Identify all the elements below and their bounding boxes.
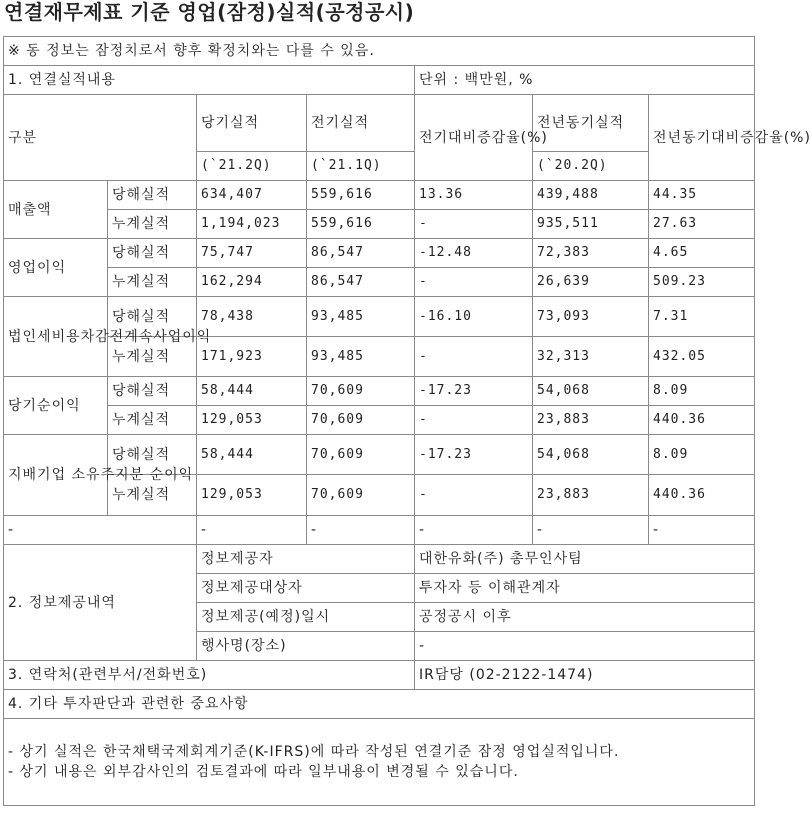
- cell-qoq: -17.23: [415, 377, 533, 406]
- row-item-label: 법인세비용차감전계속사업이익: [4, 297, 108, 377]
- cell-qoq: -: [415, 406, 533, 435]
- section2-title: 2. 정보제공내역: [4, 545, 197, 661]
- cell-prior: 93,485: [307, 337, 415, 377]
- cell-yoy: 44.35: [649, 181, 755, 210]
- header-yoy-base: 전년동기실적: [533, 95, 649, 152]
- cell-yoy: 432.05: [649, 337, 755, 377]
- row-sub-label: 누계실적: [108, 210, 197, 239]
- blank-cell: -: [533, 516, 649, 545]
- cell-current: 171,923: [197, 337, 307, 377]
- row-sub-label: 누계실적: [108, 268, 197, 297]
- cell-yoy: 509.23: [649, 268, 755, 297]
- row-sub-label: 누계실적: [108, 475, 197, 516]
- cell-yoy-base: 73,093: [533, 297, 649, 337]
- table-row: [4, 516, 755, 545]
- section1-title: 1. 연결실적내용: [4, 66, 415, 95]
- info-label: 행사명(장소): [197, 632, 415, 661]
- row-item-label: 매출액: [4, 181, 108, 239]
- row-sub-label: 누계실적: [108, 337, 197, 377]
- blank-cell: -: [4, 516, 197, 545]
- cell-current: 129,053: [197, 475, 307, 516]
- table-row: [4, 377, 755, 406]
- cell-yoy: 4.65: [649, 239, 755, 268]
- cell-qoq: -12.48: [415, 239, 533, 268]
- cell-prior: 559,616: [307, 181, 415, 210]
- cell-yoy-base: 23,883: [533, 475, 649, 516]
- cell-prior: 70,609: [307, 406, 415, 435]
- cell-qoq: 13.36: [415, 181, 533, 210]
- info-label: 정보제공자: [197, 545, 415, 574]
- header-prior-period: (`21.1Q): [307, 152, 415, 181]
- cell-yoy-base: 26,639: [533, 268, 649, 297]
- cell-qoq: -17.23: [415, 435, 533, 475]
- cell-yoy-base: 23,883: [533, 406, 649, 435]
- header-prior: 전기실적: [307, 95, 415, 152]
- row-sub-label: 당해실적: [108, 239, 197, 268]
- header-category: 구분: [4, 95, 197, 181]
- cell-qoq: -: [415, 475, 533, 516]
- info-value: -: [415, 632, 755, 661]
- info-label: 정보제공대상자: [197, 574, 415, 603]
- cell-prior: 559,616: [307, 210, 415, 239]
- cell-yoy-base: 439,488: [533, 181, 649, 210]
- cell-yoy: 8.09: [649, 435, 755, 475]
- note-line: - 상기 실적은 한국채택국제회계기준(K-IFRS)에 따라 작성된 연결기준 잠정 영업실적입니다.: [8, 744, 620, 760]
- cell-yoy: 7.31: [649, 297, 755, 337]
- cell-yoy: 440.36: [649, 406, 755, 435]
- info-label: 정보제공(예정)일시: [197, 603, 415, 632]
- cell-current: 1,194,023: [197, 210, 307, 239]
- header-qoq: 전기대비증감율(%): [415, 95, 533, 181]
- cell-yoy: 440.36: [649, 475, 755, 516]
- cell-yoy-base: 54,068: [533, 435, 649, 475]
- cell-current: 129,053: [197, 406, 307, 435]
- section3-title: 3. 연락처(관련부서/전화번호): [4, 661, 415, 690]
- cell-current: 78,438: [197, 297, 307, 337]
- cell-prior: 70,609: [307, 377, 415, 406]
- table-row: [4, 239, 755, 268]
- row-item-label: 지배기업 소유주지분 순이익: [4, 435, 108, 516]
- contact-value: IR담당 (02-2122-1474): [415, 661, 755, 690]
- blank-cell: -: [649, 516, 755, 545]
- cell-yoy: 8.09: [649, 377, 755, 406]
- cell-prior: 86,547: [307, 239, 415, 268]
- info-value: 공정공시 이후: [415, 603, 755, 632]
- cell-yoy: 27.63: [649, 210, 755, 239]
- cell-current: 58,444: [197, 377, 307, 406]
- cell-current: 162,294: [197, 268, 307, 297]
- header-yoy-base-period: (`20.2Q): [533, 152, 649, 181]
- page-title: 연결재무제표 기준 영업(잠정)실적(공정공시): [4, 0, 415, 24]
- table-row: [4, 210, 755, 239]
- table-row: [4, 268, 755, 297]
- cell-qoq: -: [415, 210, 533, 239]
- cell-yoy-base: 72,383: [533, 239, 649, 268]
- cell-qoq: -16.10: [415, 297, 533, 337]
- header-yoy: 전년동기대비증감율(%): [649, 95, 755, 181]
- cell-yoy-base: 32,313: [533, 337, 649, 377]
- blank-cell: -: [307, 516, 415, 545]
- row-item-label: 당기순이익: [4, 377, 108, 435]
- info-value: 대한유화(주) 총무인사팀: [415, 545, 755, 574]
- info-value: 투자자 등 이해관계자: [415, 574, 755, 603]
- earnings-report-table: [3, 36, 811, 806]
- row-sub-label: 누계실적: [108, 406, 197, 435]
- table-row: [4, 435, 755, 475]
- table-row: [4, 297, 755, 337]
- blank-cell: -: [197, 516, 307, 545]
- cell-yoy-base: 54,068: [533, 377, 649, 406]
- blank-cell: -: [415, 516, 533, 545]
- cell-current: 634,407: [197, 181, 307, 210]
- cell-yoy-base: 935,511: [533, 210, 649, 239]
- cell-qoq: -: [415, 268, 533, 297]
- row-sub-label: 당해실적: [108, 435, 197, 475]
- header-current-period: (`21.2Q): [197, 152, 307, 181]
- note-line: - 상기 내용은 외부감사인의 검토결과에 따라 일부내용이 변경될 수 있습니다.: [8, 764, 519, 780]
- cell-qoq: -: [415, 337, 533, 377]
- row-item-label: 영업이익: [4, 239, 108, 297]
- table-row: [4, 406, 755, 435]
- row-sub-label: 당해실적: [108, 181, 197, 210]
- row-sub-label: 당해실적: [108, 297, 197, 337]
- section4-title: 4. 기타 투자판단과 관련한 중요사항: [4, 690, 755, 719]
- cell-current: 75,747: [197, 239, 307, 268]
- cell-prior: 86,547: [307, 268, 415, 297]
- header-current: 당기실적: [197, 95, 307, 152]
- unit-label: 단위 : 백만원, %: [415, 66, 755, 95]
- cell-prior: 70,609: [307, 435, 415, 475]
- cell-current: 58,444: [197, 435, 307, 475]
- notice-text: ※ 동 정보는 잠정치로서 향후 확정치와는 다를 수 있음.: [4, 37, 755, 66]
- notes-cell: [4, 719, 755, 806]
- row-sub-label: 당해실적: [108, 377, 197, 406]
- cell-prior: 70,609: [307, 475, 415, 516]
- table-row: [4, 181, 755, 210]
- cell-prior: 93,485: [307, 297, 415, 337]
